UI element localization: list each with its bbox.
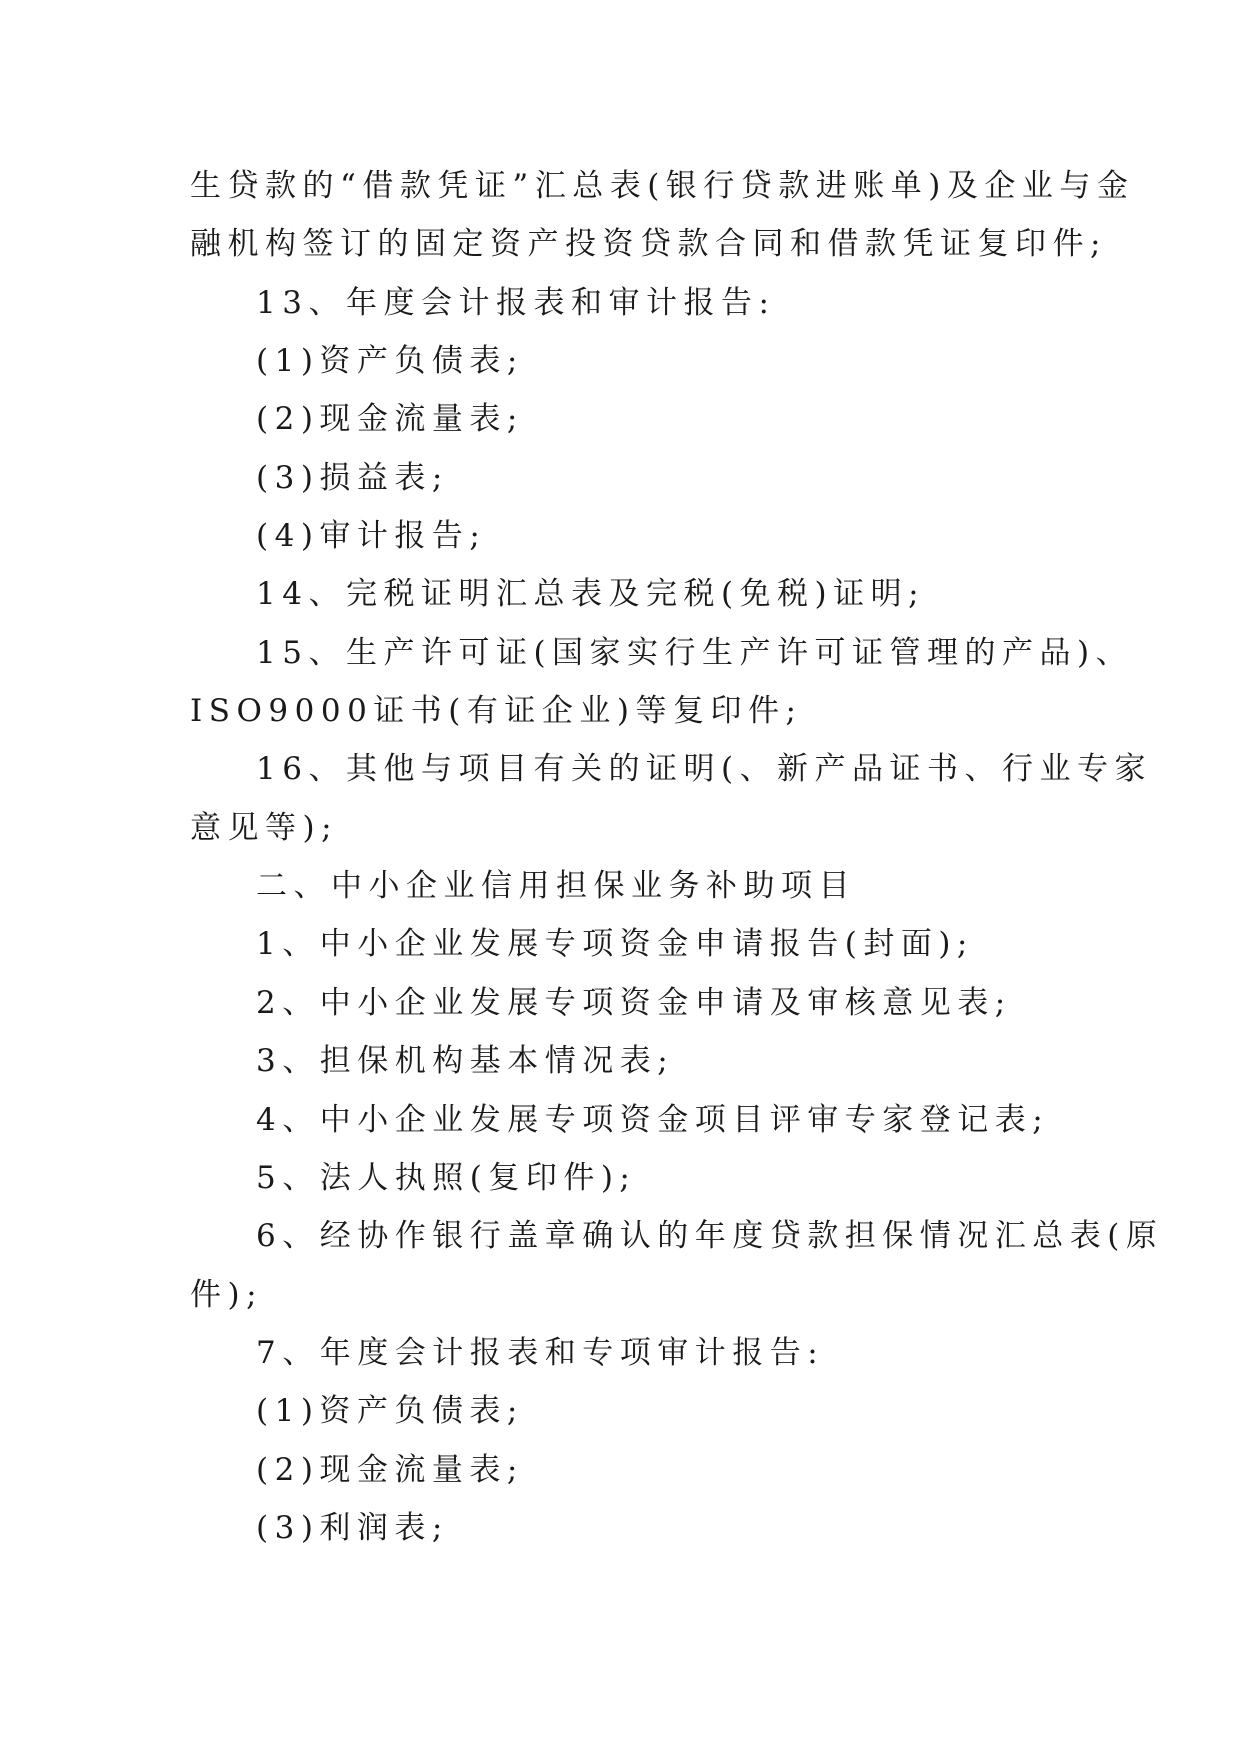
text-line: 7、年度会计报表和专项审计报告: xyxy=(256,1334,825,1371)
text-line: 6、经协作银行盖章确认的年度贷款担保情况汇总表(原 xyxy=(256,1218,1164,1255)
text-line: (2)现金流量表; xyxy=(256,1451,524,1488)
text-line: 5、法人执照(复印件); xyxy=(256,1159,637,1196)
text-line: (4)审计报告; xyxy=(256,518,487,555)
text-line: 生贷款的“借款凭证”汇总表(银行贷款进账单)及企业与金 xyxy=(190,168,1135,204)
text-line: 13、年度会计报表和审计报告: xyxy=(256,284,776,321)
text-line: 14、完税证明汇总表及完税(免税)证明; xyxy=(256,576,926,613)
text-line: 件); xyxy=(190,1276,264,1313)
document-page xyxy=(190,157,1164,1557)
text-line: (1)资产负债表; xyxy=(256,343,524,380)
text-line: (3)损益表; xyxy=(256,459,449,496)
text-line: 3、担保机构基本情况表; xyxy=(256,1043,675,1080)
text-line: 15、生产许可证(国家实行生产许可证管理的产品)、 xyxy=(256,634,1134,671)
text-line: (2)现金流量表; xyxy=(256,401,524,438)
text-line: 意见等); xyxy=(190,809,339,846)
text-line: 融机构签订的固定资产投资贷款合同和借款凭证复印件; xyxy=(190,226,1107,263)
section-heading: 二、中小企业信用担保业务补助项目 xyxy=(256,868,856,905)
text-line: 1、中小企业发展专项资金申请报告(封面); xyxy=(256,926,974,963)
text-line: 4、中小企业发展专项资金项目评审专家登记表; xyxy=(256,1101,1050,1138)
text-line: 2、中小企业发展专项资金申请及审核意见表; xyxy=(256,984,1012,1021)
text-line: 16、其他与项目有关的证明(、新产品证书、行业专家 xyxy=(256,751,1153,788)
text-line: ISO9000证书(有证企业)等复印件; xyxy=(190,693,803,730)
text-line: (3)利润表; xyxy=(256,1509,449,1546)
text-line: (1)资产负债表; xyxy=(256,1393,524,1430)
